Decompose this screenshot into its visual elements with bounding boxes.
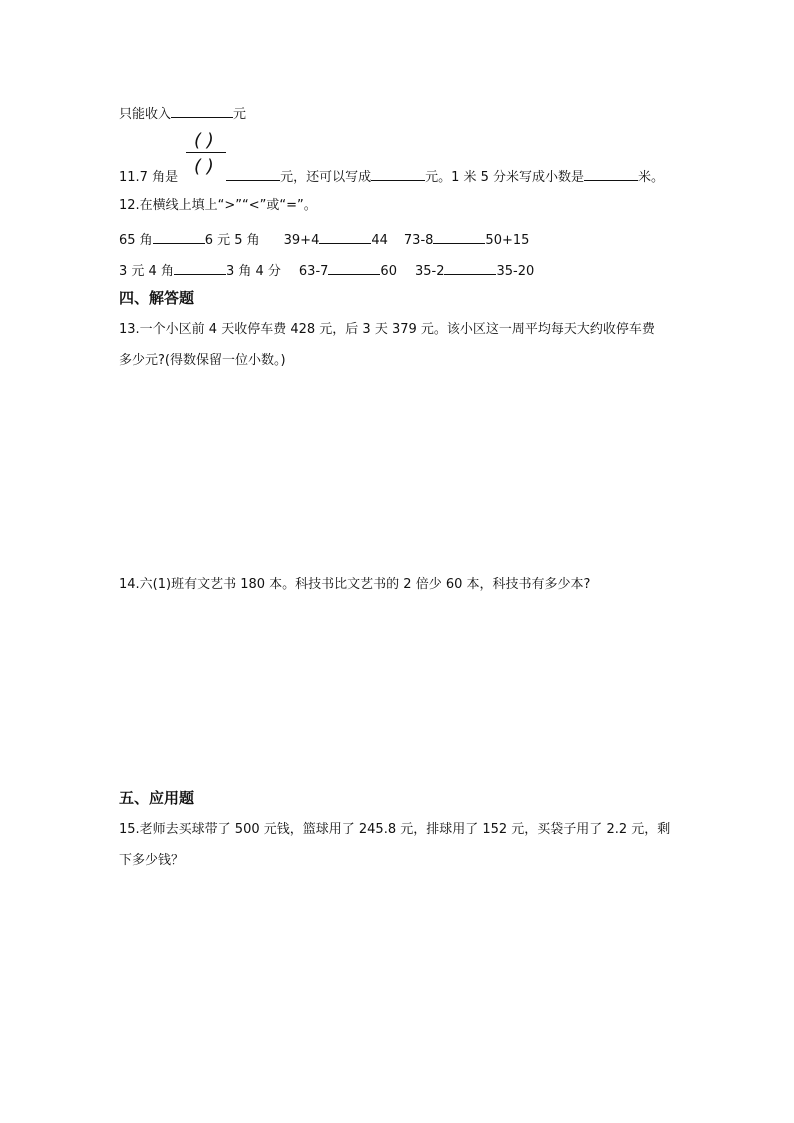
fraction-denominator[interactable]: ( ) xyxy=(194,156,214,177)
q12-r1-right-2: 44 xyxy=(371,233,388,248)
q12-r2-left-3: 35-2 xyxy=(414,264,445,279)
q11-part-2: 元。1 米 5 分米写成小数是 xyxy=(425,170,585,185)
fraction-bar xyxy=(186,152,226,153)
q12-r1-left-2: 39+4 xyxy=(283,233,320,248)
question-11 xyxy=(119,166,664,187)
fraction-numerator[interactable]: ( ) xyxy=(194,130,214,151)
q10-continuation xyxy=(119,103,246,124)
q14-text: 14.六(1)班有文艺书 180 本。科技书比文艺书的 2 倍少 60 本，科技书有多少本? xyxy=(119,577,591,592)
q12-r2-blank-3[interactable] xyxy=(444,260,496,275)
q12-r1-right-1: 6 元 5 角 xyxy=(204,233,260,248)
section-5-heading: 五、应用题 xyxy=(119,789,195,807)
q12-r2-right-3: 35-20 xyxy=(496,264,535,279)
q15-line-1: 15.老师去买球带了 500 元钱，篮球用了 245.8 元，排球用了 152 元，买袋子用了 2.2 元，剩 xyxy=(119,822,671,837)
q12-r1-left-3: 73-8 xyxy=(403,233,434,248)
q12-r2-left-1: 3 元 4 角 xyxy=(119,264,174,279)
q12-r2-right-2: 60 xyxy=(380,264,397,279)
q12-r2-right-1: 3 角 4 分 xyxy=(225,264,281,279)
q12-r1-right-3: 50+15 xyxy=(485,233,530,248)
q12-row-2 xyxy=(119,260,534,281)
q12-r2-left-2: 63-7 xyxy=(298,264,329,279)
q10-answer-blank[interactable] xyxy=(171,103,233,118)
section-4-heading: 四、解答题 xyxy=(119,289,195,307)
q12-row-1 xyxy=(119,229,529,250)
q11-lead: 11.7 角是 xyxy=(119,170,179,185)
q10-text: 只能收入 xyxy=(119,107,172,122)
q13-line-2: 多少元?(得数保留一位小数。) xyxy=(119,353,286,368)
q12-r1-blank-1[interactable] xyxy=(153,229,205,244)
q11-blank-3[interactable] xyxy=(584,166,638,181)
q11-part-1: 元，还可以写成 xyxy=(280,170,372,185)
q12-r2-blank-1[interactable] xyxy=(174,260,226,275)
q11-blank-2[interactable] xyxy=(371,166,425,181)
q12-title: 12.在横线上填上“>”“<”或“=”。 xyxy=(119,198,317,213)
q12-r2-blank-2[interactable] xyxy=(328,260,380,275)
q15-line-2: 下多少钱？ xyxy=(119,853,185,868)
q13-line-1: 13.一个小区前 4 天收停车费 428 元，后 3 天 379 元。该小区这一周平均每天大约收停车费 xyxy=(119,322,655,337)
q10-unit: 元 xyxy=(233,107,247,122)
q11-part-3: 米。 xyxy=(638,170,665,185)
q12-r1-blank-2[interactable] xyxy=(319,229,371,244)
q12-r1-blank-3[interactable] xyxy=(433,229,485,244)
q12-r1-left-1: 65 角 xyxy=(119,233,153,248)
q11-blank-1[interactable] xyxy=(226,166,280,181)
